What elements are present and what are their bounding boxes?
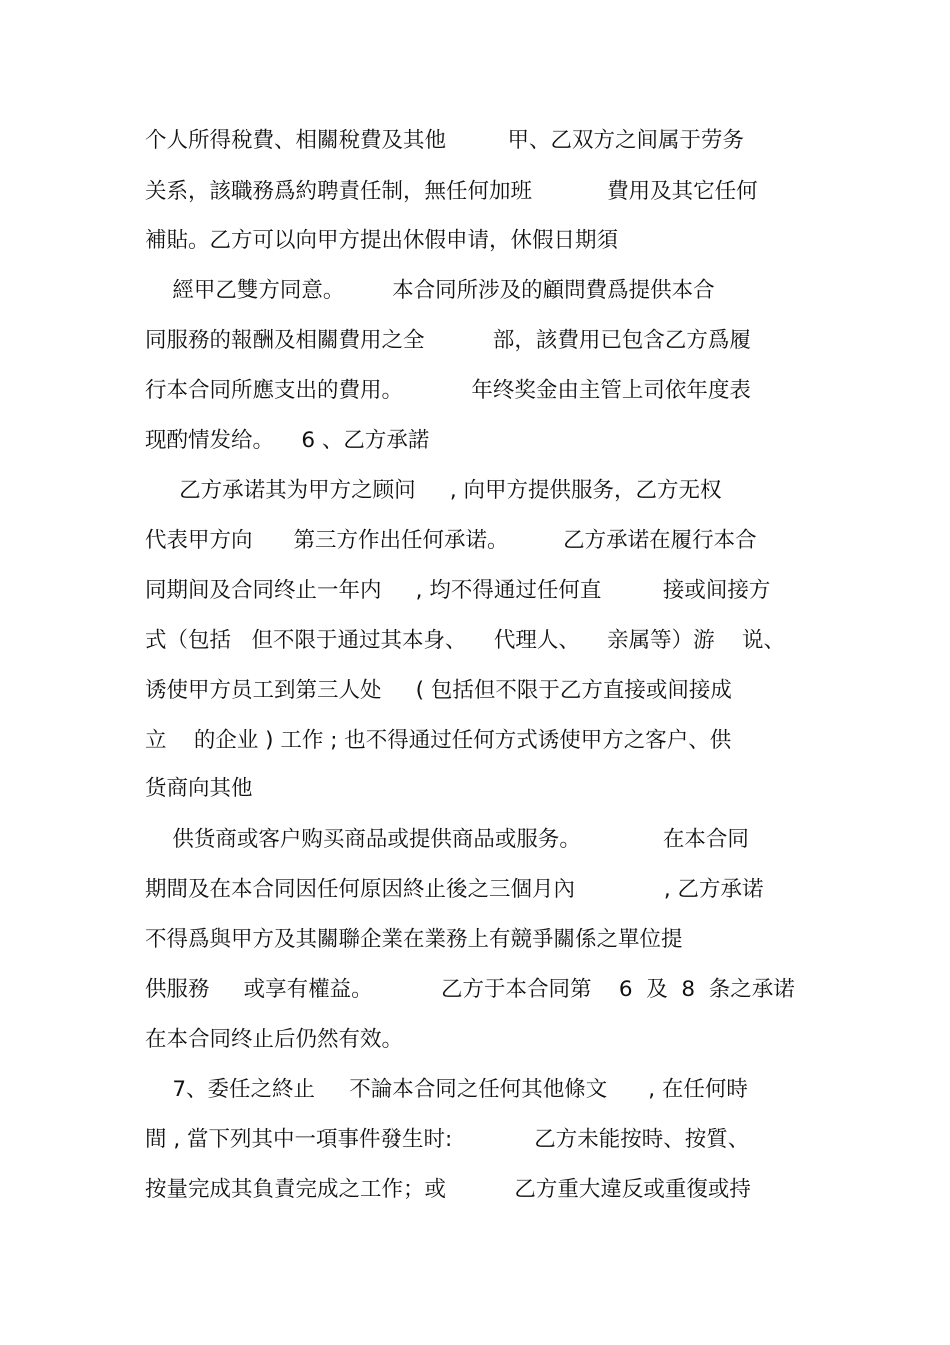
text-line-15: 供货商或客户购买商品或提供商品或服务。 在本合同 bbox=[145, 827, 749, 852]
text-line-11: 式（包括 但不限于通过其本身、 代理人、 亲属等）游 说、 bbox=[145, 628, 786, 653]
text-line-3: 補貼。乙方可以向甲方提出休假申请，休假日期須 bbox=[145, 228, 619, 253]
text-line-10: 同期间及合同终止一年内 , 均不得通过任何直 接或间接方 bbox=[145, 578, 771, 603]
text-line-19: 在本合同终止后仍然有效。 bbox=[145, 1027, 404, 1052]
text-line-9: 代表甲方向 第三方作出任何承诺。 乙方承诺在履行本合 bbox=[145, 528, 757, 553]
text-line-8: 乙方承诺其为甲方之顾问 , 向甲方提供服务，乙方无权 bbox=[145, 478, 722, 503]
text-line-7: 现酌情发给。 6 、乙方承諾 bbox=[145, 428, 430, 453]
text-line-12: 诱使甲方员工到第三人处 ( 包括但不限于乙方直接或间接成 bbox=[145, 678, 732, 703]
text-line-21: 間 , 當下列其中一項事件發生时: 乙方未能按時、按質、 bbox=[145, 1127, 750, 1152]
text-line-18: 供服務 或享有權益。 乙方于本合同第 6 及 8 条之承诺 bbox=[145, 977, 795, 1002]
text-line-13: 立 的企业 ) 工作 ; 也不得通过任何方式诱使甲方之客户、供 bbox=[145, 728, 732, 753]
text-line-5: 同服務的報酬及相關費用之全 部，該費用已包含乙方爲履 bbox=[145, 328, 751, 353]
text-line-2: 关系，該職務爲約聘責任制，無任何加班 費用及其它任何 bbox=[145, 179, 758, 204]
text-line-14: 货商向其他 bbox=[145, 776, 253, 801]
text-line-20: 7、委任之終止 不論本合同之任何其他條文 , 在任何時 bbox=[145, 1077, 748, 1102]
text-line-6: 行本合同所應支出的費用。 年终奖金由主管上司依年度表 bbox=[145, 378, 751, 403]
text-line-22: 按量完成其負責完成之工作；或 乙方重大違反或重復或持 bbox=[145, 1177, 751, 1202]
text-line-16: 期間及在本合同因任何原因終止後之三個月內 , 乙方承诺 bbox=[145, 877, 764, 902]
text-line-17: 不得爲與甲方及其關聯企業在業務上有競爭關係之單位提 bbox=[145, 927, 683, 952]
text-line-1: 个人所得稅費、相關稅費及其他 甲、乙双方之间属于劳务 bbox=[145, 128, 745, 153]
text-line-4: 經甲乙雙方同意。 本合同所涉及的顧問費爲提供本合 bbox=[145, 278, 715, 303]
